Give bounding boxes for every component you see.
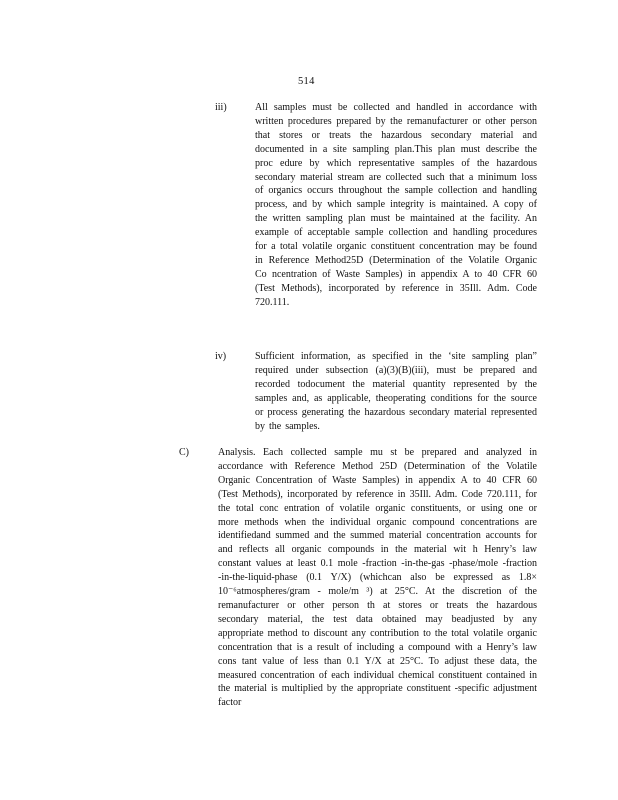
item-text-iii: All samples must be collected and handled in accordance with written procedures prepared by the remanufacturer or other person that stores or treats the hazardous secondary material and documented in a site sampling plan.This plan must describe the proc edure by which representative samples of the hazardous secondary material stream are collected such that a minimum loss of organics occurs throughout the sample collection and handling process, and by which sample integrity is maintained. A copy of the written sampling plan must be maintained at the facility. An example of acceptable sample collection and handling procedures for a total volatile organic constituent concentration may be found in Reference Method25D (Determination of the Volatile Organic Co ncentration of Waste Samples) in appendix A to 40 CFR 60 (Test Methods), incorporated by reference in 35Ill. Adm. Code 720.111. — [255, 102, 537, 308]
item-text-c: Analysis. Each collected sample mu st be prepared and analyzed in accordance with Reference Method 25D (Determination of the Volatile Organic Concentration of Waste Samples) in appendix A to 40 CFR 60 (Test Methods), incorporated by reference in 35Ill. Adm. Code 720.111, for the total conc entration of volatile organic constituents, or using one or more methods when the individual organic compound concentrations are identifiedand summed and the summed material concentration accounts for and reflects all organic compounds in the material wit h Henry’s law constant values at least 0.1 mole -fraction -in-the-gas -phase/mole -fraction -in-the-liquid-phase (0.1 Y/X) (whichcan also be expressed as 1.8× 10⁻⁶atmospheres/gram - mole/m ³) at 25°C. At the discretion of the remanufacturer or other person th at stores or treats the hazardous secondary material, the test data obtained may beadjusted by any appropriate method to discount any contribution to the total volatile organic concentration that is a result of including a compound with a Henry’s law cons tant value of less than 0.1 Y/X at 25°C. To adjust these data, the measured concentration of each individual chemical constituent contained in the material is multiplied by the appropriate constituent -specific adjustment factor — [218, 447, 537, 709]
item-marker-iii: iii) — [215, 102, 227, 113]
item-marker-c: C) — [179, 447, 189, 458]
item-text-iv: Sufficient information, as specified in the ‘site sampling plan” required under subsection (a)(3)(B)(iii), must be prepared and recorded todocument the material quantity represented by the samples and, as applicable, theoperating conditions for the source or process generating the hazardous secondary material represented by the samples. — [255, 351, 537, 432]
item-marker-iv: iv) — [215, 351, 227, 362]
page-number: 514 — [298, 76, 315, 87]
